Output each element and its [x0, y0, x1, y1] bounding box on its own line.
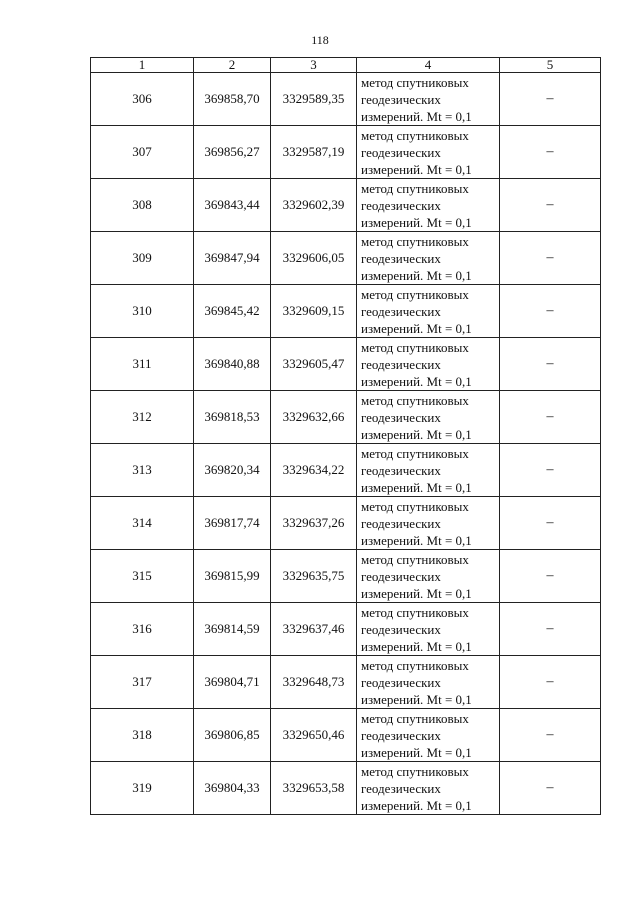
- coordinate-y-cell: 3329653,58: [271, 762, 357, 815]
- point-number-cell: 315: [91, 550, 194, 603]
- method-text-line: метод спутниковых: [361, 604, 469, 620]
- method-text-line: геодезических: [361, 144, 441, 160]
- coordinate-y-cell: 3329635,75: [271, 550, 357, 603]
- coordinate-x-cell: 369804,33: [194, 762, 271, 815]
- coordinates-table: [90, 57, 601, 815]
- method-text-line: измерений. Mt = 0,1: [361, 638, 472, 654]
- method-text-line: метод спутниковых: [361, 127, 469, 143]
- method-text-line: геодезических: [361, 409, 441, 425]
- coordinate-x-cell: 369814,59: [194, 603, 271, 656]
- method-text-line: измерений. Mt = 0,1: [361, 532, 472, 548]
- coordinate-y-cell: 3329606,05: [271, 232, 357, 285]
- method-text-line: метод спутниковых: [361, 286, 469, 302]
- coordinate-x-cell: 369843,44: [194, 179, 271, 232]
- method-text-line: измерений. Mt = 0,1: [361, 585, 472, 601]
- point-number-cell: 313: [91, 444, 194, 497]
- point-number-cell: 318: [91, 709, 194, 762]
- method-cell: [357, 232, 500, 285]
- table-row: [91, 762, 601, 815]
- table-row: [91, 709, 601, 762]
- table-row: [91, 73, 601, 126]
- table-header-row: [91, 58, 601, 73]
- method-text-line: измерений. Mt = 0,1: [361, 426, 472, 442]
- method-text-line: метод спутниковых: [361, 763, 469, 779]
- point-number-cell: 317: [91, 656, 194, 709]
- coordinate-x-cell: 369840,88: [194, 338, 271, 391]
- method-text-line: метод спутниковых: [361, 233, 469, 249]
- method-text-line: геодезических: [361, 780, 441, 796]
- table-row: [91, 603, 601, 656]
- column-header: 4: [357, 58, 500, 73]
- point-number-cell: 319: [91, 762, 194, 815]
- method-cell: [357, 73, 500, 126]
- note-cell: –: [500, 179, 601, 232]
- coordinate-x-cell: 369806,85: [194, 709, 271, 762]
- column-header: 5: [500, 58, 601, 73]
- method-cell: [357, 656, 500, 709]
- coordinate-y-cell: 3329605,47: [271, 338, 357, 391]
- method-text-line: измерений. Mt = 0,1: [361, 267, 472, 283]
- table-row: [91, 391, 601, 444]
- coordinate-x-cell: 369804,71: [194, 656, 271, 709]
- method-text-line: метод спутниковых: [361, 74, 469, 90]
- method-cell: [357, 550, 500, 603]
- table-row: [91, 444, 601, 497]
- column-header: 3: [271, 58, 357, 73]
- method-text-line: геодезических: [361, 91, 441, 107]
- method-cell: [357, 391, 500, 444]
- method-text-line: измерений. Mt = 0,1: [361, 373, 472, 389]
- method-text-line: измерений. Mt = 0,1: [361, 320, 472, 336]
- note-cell: –: [500, 603, 601, 656]
- coordinate-x-cell: 369845,42: [194, 285, 271, 338]
- point-number-cell: 314: [91, 497, 194, 550]
- coordinate-y-cell: 3329602,39: [271, 179, 357, 232]
- method-text-line: геодезических: [361, 250, 441, 266]
- note-cell: –: [500, 656, 601, 709]
- point-number-cell: 306: [91, 73, 194, 126]
- method-cell: [357, 338, 500, 391]
- table-row: [91, 285, 601, 338]
- method-text-line: геодезических: [361, 727, 441, 743]
- method-cell: [357, 762, 500, 815]
- note-cell: –: [500, 550, 601, 603]
- method-text-line: геодезических: [361, 356, 441, 372]
- method-cell: [357, 179, 500, 232]
- note-cell: –: [500, 232, 601, 285]
- method-text-line: метод спутниковых: [361, 498, 469, 514]
- method-text-line: измерений. Mt = 0,1: [361, 479, 472, 495]
- point-number-cell: 311: [91, 338, 194, 391]
- method-text-line: метод спутниковых: [361, 445, 469, 461]
- coordinate-y-cell: 3329634,22: [271, 444, 357, 497]
- coordinate-x-cell: 369817,74: [194, 497, 271, 550]
- table-row: [91, 656, 601, 709]
- note-cell: –: [500, 338, 601, 391]
- coordinate-y-cell: 3329650,46: [271, 709, 357, 762]
- note-cell: –: [500, 73, 601, 126]
- page-number: 118: [311, 33, 329, 47]
- method-text-line: измерений. Mt = 0,1: [361, 108, 472, 124]
- method-text-line: геодезических: [361, 568, 441, 584]
- method-text-line: метод спутниковых: [361, 180, 469, 196]
- coordinate-y-cell: 3329648,73: [271, 656, 357, 709]
- method-text-line: измерений. Mt = 0,1: [361, 161, 472, 177]
- table-row: [91, 550, 601, 603]
- method-text-line: измерений. Mt = 0,1: [361, 214, 472, 230]
- note-cell: –: [500, 762, 601, 815]
- note-cell: –: [500, 444, 601, 497]
- method-text-line: метод спутниковых: [361, 657, 469, 673]
- method-text-line: метод спутниковых: [361, 339, 469, 355]
- method-cell: [357, 603, 500, 656]
- note-cell: –: [500, 391, 601, 444]
- coordinate-x-cell: 369858,70: [194, 73, 271, 126]
- method-cell: [357, 709, 500, 762]
- method-text-line: геодезических: [361, 197, 441, 213]
- point-number-cell: 308: [91, 179, 194, 232]
- method-text-line: метод спутниковых: [361, 710, 469, 726]
- coordinate-y-cell: 3329589,35: [271, 73, 357, 126]
- table-row: [91, 338, 601, 391]
- coordinate-x-cell: 369847,94: [194, 232, 271, 285]
- method-text-line: геодезических: [361, 674, 441, 690]
- method-cell: [357, 285, 500, 338]
- method-text-line: геодезических: [361, 462, 441, 478]
- note-cell: –: [500, 709, 601, 762]
- table-row: [91, 126, 601, 179]
- coordinate-y-cell: 3329637,46: [271, 603, 357, 656]
- method-text-line: измерений. Mt = 0,1: [361, 744, 472, 760]
- coordinate-x-cell: 369818,53: [194, 391, 271, 444]
- coordinate-x-cell: 369815,99: [194, 550, 271, 603]
- note-cell: –: [500, 126, 601, 179]
- method-text-line: метод спутниковых: [361, 392, 469, 408]
- table-row: [91, 497, 601, 550]
- method-cell: [357, 126, 500, 179]
- method-cell: [357, 497, 500, 550]
- method-text-line: измерений. Mt = 0,1: [361, 797, 472, 813]
- note-cell: –: [500, 497, 601, 550]
- point-number-cell: 307: [91, 126, 194, 179]
- point-number-cell: 310: [91, 285, 194, 338]
- method-text-line: геодезических: [361, 515, 441, 531]
- point-number-cell: 309: [91, 232, 194, 285]
- method-text-line: геодезических: [361, 621, 441, 637]
- method-text-line: измерений. Mt = 0,1: [361, 691, 472, 707]
- table-row: [91, 232, 601, 285]
- point-number-cell: 312: [91, 391, 194, 444]
- coordinate-y-cell: 3329632,66: [271, 391, 357, 444]
- table-row: [91, 179, 601, 232]
- coordinate-x-cell: 369856,27: [194, 126, 271, 179]
- column-header: 2: [194, 58, 271, 73]
- method-text-line: метод спутниковых: [361, 551, 469, 567]
- coordinate-y-cell: 3329609,15: [271, 285, 357, 338]
- note-cell: –: [500, 285, 601, 338]
- coordinate-x-cell: 369820,34: [194, 444, 271, 497]
- method-text-line: геодезических: [361, 303, 441, 319]
- coordinate-y-cell: 3329637,26: [271, 497, 357, 550]
- column-header: 1: [91, 58, 194, 73]
- method-cell: [357, 444, 500, 497]
- point-number-cell: 316: [91, 603, 194, 656]
- coordinate-y-cell: 3329587,19: [271, 126, 357, 179]
